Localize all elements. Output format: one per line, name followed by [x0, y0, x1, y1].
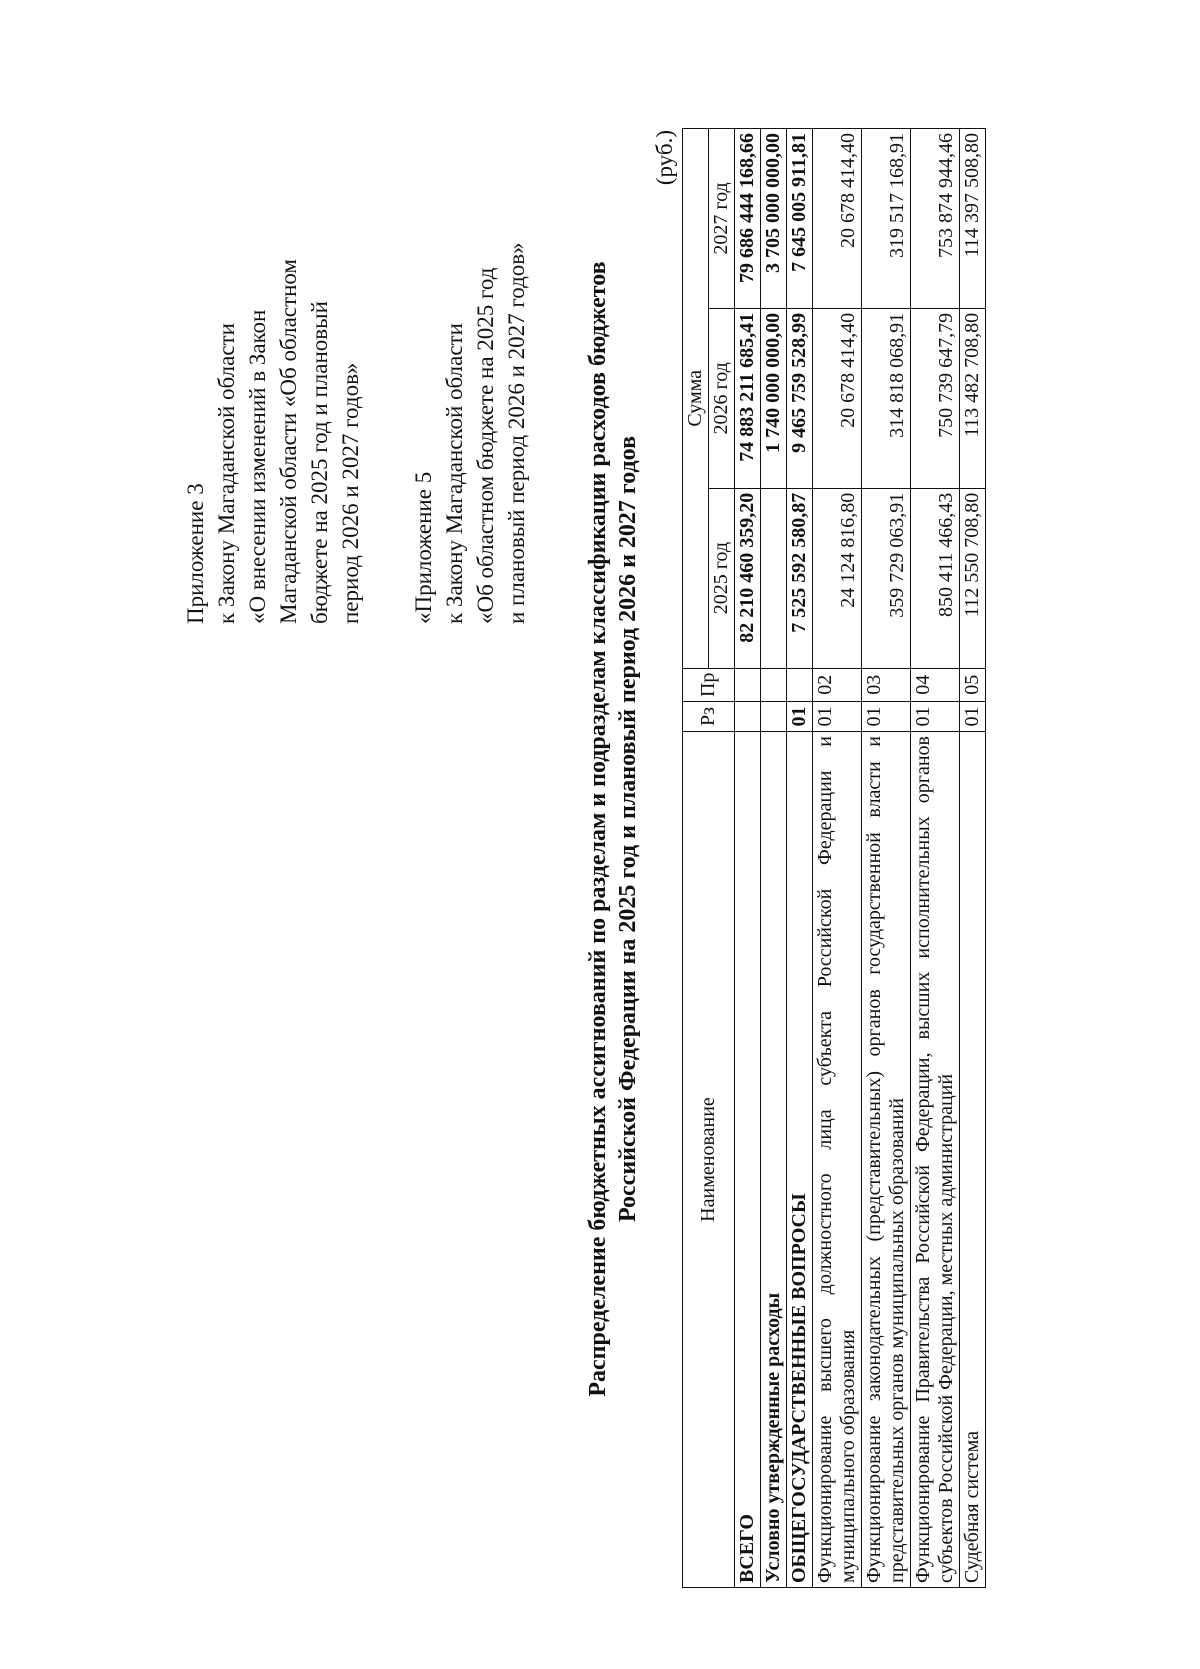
row-value-2025: 850 411 466,43: [911, 488, 960, 668]
header-rz: Рз: [683, 702, 735, 732]
annex-5-line: к Закону Магаданской области: [442, 323, 467, 624]
annex-5-block: [408, 204, 532, 624]
row-value-2025: [761, 488, 787, 668]
annex-3-line: Магаданской области «Об областном: [276, 259, 301, 624]
row-rz: 01: [862, 702, 911, 732]
row-pr: 03: [862, 668, 911, 701]
header-year-2027: 2027 год: [709, 129, 735, 309]
row-value-2025: 7 525 592 580,87: [787, 488, 813, 668]
header-pr: Пр: [683, 668, 735, 701]
row-value-2027: 79 686 444 168,66: [735, 129, 761, 309]
row-rz: 01: [960, 702, 986, 732]
annex-3-line: к Закону Магаданской области: [214, 323, 239, 624]
budget-table: [682, 128, 986, 1588]
table-row: [960, 129, 986, 1588]
row-value-2026: 9 465 759 528,99: [787, 308, 813, 488]
row-value-2025: 82 210 460 359,20: [735, 488, 761, 668]
annex-3-title: Приложение 3: [183, 483, 208, 624]
table-row: [787, 129, 813, 1588]
row-value-2025: 24 124 816,80: [813, 488, 862, 668]
row-name: Условно утвержденные расходы: [761, 732, 787, 1588]
row-pr: 02: [813, 668, 862, 701]
row-name: Функционирование высшего должностного лица субъекта Российской Федерации и муниципального образования: [813, 732, 862, 1588]
budget-table-header: [683, 129, 735, 1588]
row-value-2026: 74 883 211 685,41: [735, 308, 761, 488]
row-pr: [787, 668, 813, 701]
row-rz: [761, 702, 787, 732]
row-value-2026: 750 739 647,79: [911, 308, 960, 488]
row-name: ОБЩЕГОСУДАРСТВЕННЫЕ ВОПРОСЫ: [787, 732, 813, 1588]
header-year-2025: 2025 год: [709, 488, 735, 668]
table-row: [911, 129, 960, 1588]
row-value-2026: 20 678 414,40: [813, 308, 862, 488]
row-rz: 01: [813, 702, 862, 732]
row-value-2027: 319 517 168,91: [862, 129, 911, 309]
row-value-2027: 114 397 508,80: [960, 129, 986, 309]
row-value-2027: 3 705 000 000,00: [761, 129, 787, 309]
row-value-2025: 359 729 063,91: [862, 488, 911, 668]
table-row: [735, 129, 761, 1588]
annex-5-line: и плановый период 2026 и 2027 годов»: [504, 242, 529, 624]
document-title: [583, 109, 643, 1549]
annex-3-block: [180, 204, 366, 624]
row-rz: 01: [787, 702, 813, 732]
document-title-line-2: Российской Федерации на 2025 год и плановый период 2026 и 2027 годов: [615, 435, 641, 1223]
row-pr: 05: [960, 668, 986, 701]
header-sum: Сумма: [683, 129, 709, 669]
row-value-2026: 1 740 000 000,00: [761, 308, 787, 488]
table-row: [813, 129, 862, 1588]
table-row: [862, 129, 911, 1588]
row-rz: [735, 702, 761, 732]
row-pr: [761, 668, 787, 701]
row-pr: [735, 668, 761, 701]
document-title-line-1: Распределение бюджетных ассигнований по разделам и подразделам классификации расходов бюджетов: [585, 261, 611, 1397]
row-name: Судебная система: [960, 732, 986, 1588]
row-rz: 01: [911, 702, 960, 732]
header-name: Наименование: [683, 732, 735, 1588]
row-value-2027: 753 874 944,46: [911, 129, 960, 309]
row-value-2026: 113 482 708,80: [960, 308, 986, 488]
row-pr: 04: [911, 668, 960, 701]
annex-3-line: бюджете на 2025 год и плановый: [307, 301, 332, 624]
annex-3-line: «О внесении изменений в Закон: [245, 309, 270, 624]
row-name: ВСЕГО: [735, 732, 761, 1588]
row-value-2027: 7 645 005 911,81: [787, 129, 813, 309]
table-row: [761, 129, 787, 1588]
row-name: Функционирование законодательных (представительных) органов государственной власти и представительных органов муниципальных образований: [862, 732, 911, 1588]
annex-5-line: «Об областном бюджете на 2025 год: [473, 267, 498, 624]
header-year-2026: 2026 год: [709, 308, 735, 488]
row-value-2025: 112 550 708,80: [960, 488, 986, 668]
row-value-2026: 314 818 068,91: [862, 308, 911, 488]
currency-unit-label: (руб.): [652, 130, 677, 186]
row-value-2027: 20 678 414,40: [813, 129, 862, 309]
row-name: Функционирование Правительства Российской Федерации, высших исполнительных органов субъектов Российской Федерации, местных администраций: [911, 732, 960, 1588]
annex-3-line: период 2026 и 2027 годов»: [338, 362, 363, 624]
annex-5-title: «Приложение 5: [411, 471, 436, 624]
